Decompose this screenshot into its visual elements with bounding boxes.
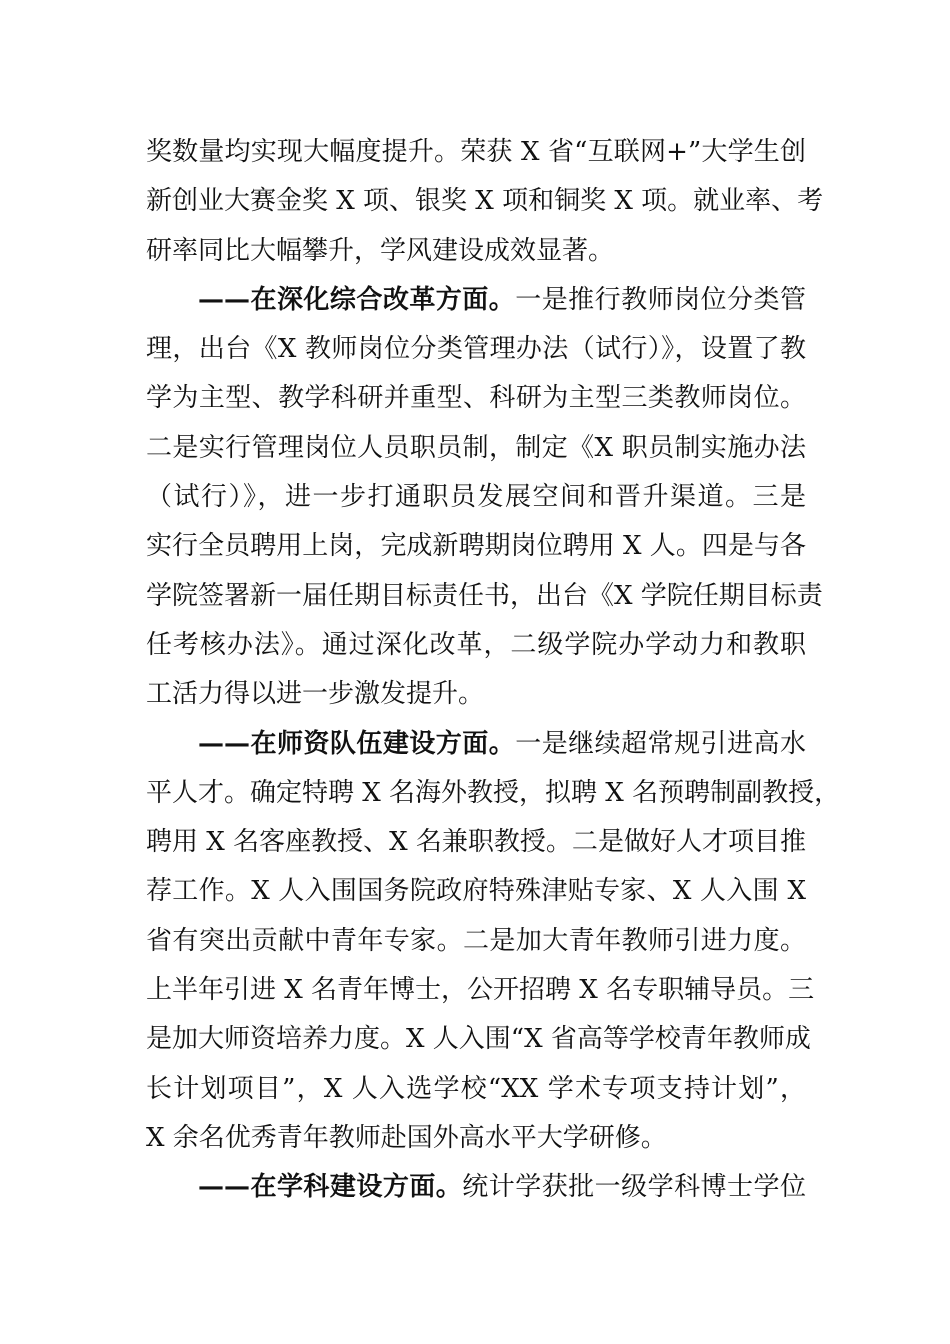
text-line: 工活力得以进一步激发提升。 [146, 679, 485, 710]
text-line: 省有突出贡献中青年专家。二是加大青年教师引进力度。 [146, 925, 806, 956]
text-line: 学院签署新一届任期目标责任书，出台《X 学院任期目标责 [146, 580, 823, 611]
text-line: 上半年引进 X 名青年博士，公开招聘 X 名专职辅导员。三 [146, 975, 815, 1006]
text-line: 奖数量均实现大幅度提升。荣获 X 省“互联网+”大学生创 [146, 137, 806, 167]
text-run: 一是继续超常规引进高水 [515, 728, 806, 759]
paragraph-first-line [146, 276, 806, 325]
text-line: （试行）》，进一步打通职员发展空间和晋升渠道。三是 [146, 482, 806, 513]
text-line: 是加大师资培养力度。X 人入围“X 省高等学校青年教师成 [146, 1024, 811, 1055]
text-line: X 余名优秀青年教师赴国外高水平大学研修。 [146, 1122, 667, 1153]
text-line: 理，出台《X 教师岗位分类管理办法（试行）》，设置了教 [146, 334, 806, 365]
section-heading-reform: ——在深化综合改革方面。 [198, 284, 516, 315]
text-line: 学为主型、教学科研并重型、科研为主型三类教师岗位。 [146, 383, 806, 414]
text-line: 研率同比大幅攀升，学风建设成效显著。 [146, 235, 615, 266]
body-text [146, 128, 841, 1213]
text-line: 平人才。确定特聘 X 名海外教授，拟聘 X 名预聘制副教授， [146, 777, 841, 808]
paragraph-first-line [146, 1163, 806, 1212]
text-line: 实行全员聘用上岗，完成新聘期岗位聘用 X 人。四是与各 [146, 531, 806, 562]
text-line: 任考核办法》。通过深化改革，二级学院办学动力和教职 [146, 629, 806, 660]
paragraph-first-line [146, 720, 806, 769]
text-run: 统计学获批一级学科博士学位 [462, 1172, 806, 1203]
text-line: 聘用 X 名客座教授、X 名兼职教授。二是做好人才项目推 [146, 827, 806, 858]
text-line: 长计划项目”，X 人入选学校“XX 学术专项支持计划”， [146, 1073, 806, 1104]
section-heading-faculty: ——在师资队伍建设方面。 [198, 728, 516, 759]
text-line: 荐工作。X 人入围国务院政府特殊津贴专家、X 人入围 X [146, 876, 806, 907]
text-run: 一是推行教师岗位分类管 [515, 284, 806, 315]
text-line: 二是实行管理岗位人员职员制，制定《X 职员制实施办法 [146, 432, 806, 463]
text-line: 新创业大赛金奖 X 项、银奖 X 项和铜奖 X 项。就业率、考 [146, 186, 824, 217]
section-heading-discipline: ——在学科建设方面。 [198, 1172, 463, 1203]
